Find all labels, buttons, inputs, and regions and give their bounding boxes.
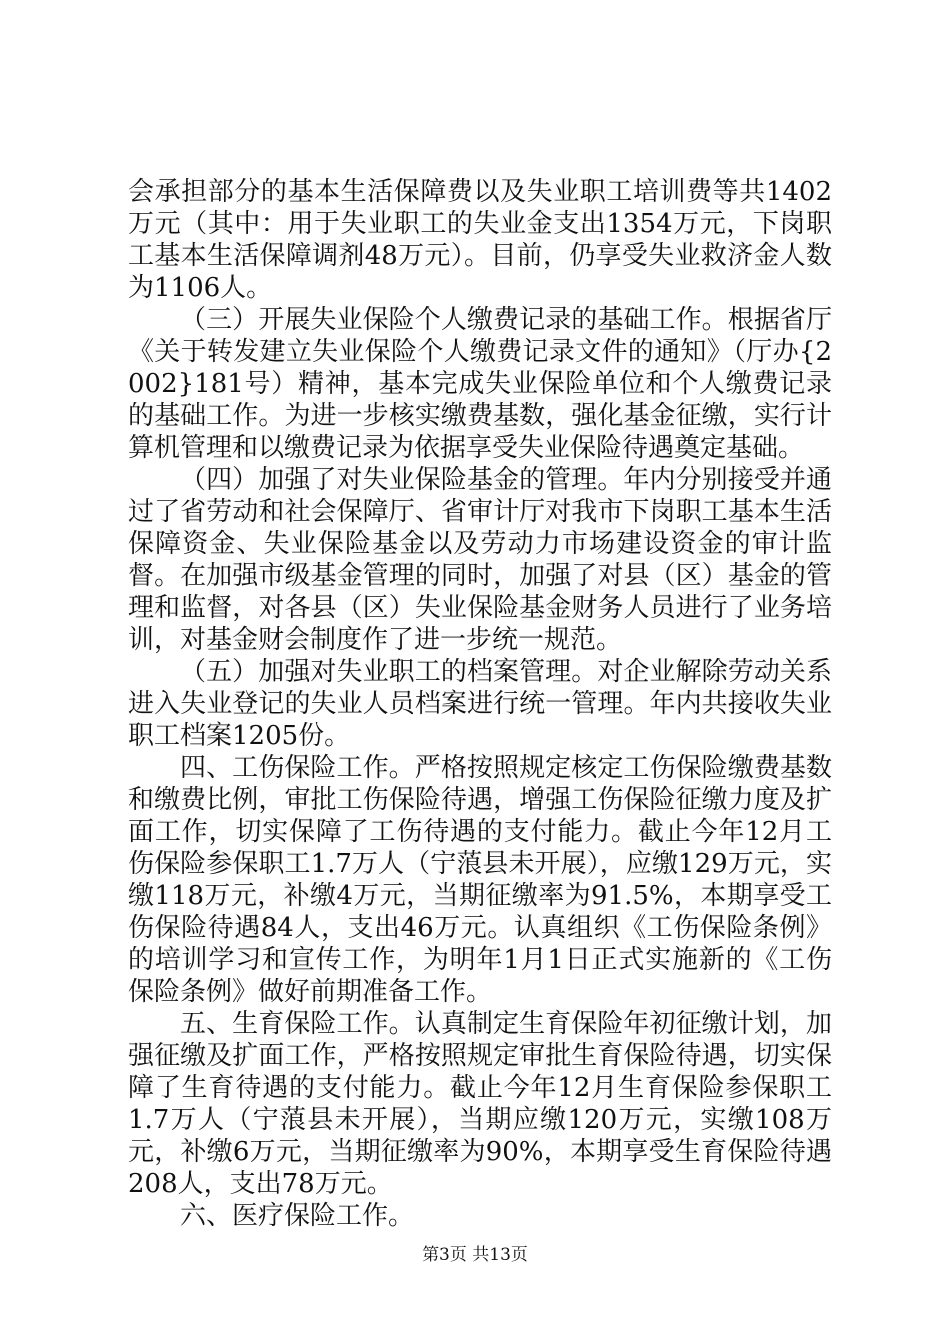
page-footer: 第3页 共13页 [422, 1245, 528, 1265]
document-body [128, 176, 832, 1232]
paragraph-continuation: 会承担部分的基本生活保障费以及失业职工培训费等共1402万元（其中：用于失业职工的失业金支出1354万元，下岗职工基本生活保障调剂48万元）。目前，仍享受失业救济金人数为1106人。 [128, 177, 832, 303]
paragraph-work-injury-insurance: 四、工伤保险工作。严格按照规定核定工伤保险缴费基数和缴费比例，审批工伤保险待遇，增强工伤保险征缴力度及扩面工作，切实保障了工伤待遇的支付能力。截止今年12月工伤保险参保职工1.7万人（宁蒗县未开展），应缴129万元，实缴118万元，补缴4万元，当期征缴率为91.5%，本期享受工伤保险待遇84人，支出46万元。认真组织《工伤保险条例》的培训学习和宣传工作，为明年1月1日正式实施新的《工伤保险条例》做好前期准备工作。 [128, 753, 832, 1007]
paragraph-section-4: （四）加强了对失业保险基金的管理。年内分别接受并通过了省劳动和社会保障厅、省审计厅对我市下岗职工基本生活保障资金、失业保险基金以及劳动力市场建设资金的审计监督。在加强市级基金管理的同时，加强了对县（区）基金的管理和监督，对各县（区）失业保险基金财务人员进行了业务培训，对基金财会制度作了进一步统一规范。 [128, 465, 832, 655]
paragraph-section-3: （三）开展失业保险个人缴费记录的基础工作。根据省厅《关于转发建立失业保险个人缴费记录文件的通知》（厅办{2002}181号）精神，基本完成失业保险单位和个人缴费记录的基础工作。为进一步核实缴费基数，强化基金征缴，实行计算机管理和以缴费记录为依据享受失业保险待遇奠定基础。 [128, 305, 832, 463]
paragraph-maternity-insurance: 五、生育保险工作。认真制定生育保险年初征缴计划，加强征缴及扩面工作，严格按照规定审批生育保险待遇，切实保障了生育待遇的支付能力。截止今年12月生育保险参保职工1.7万人（宁蒗县未开展），当期应缴120万元，实缴108万元，补缴6万元，当期征缴率为90%，本期享受生育保险待遇208人，支出78万元。 [128, 1009, 832, 1199]
paragraph-medical-insurance: 六、医疗保险工作。 [180, 1201, 415, 1231]
paragraph-section-5: （五）加强对失业职工的档案管理。对企业解除劳动关系进入失业登记的失业人员档案进行统一管理。年内共接收失业职工档案1205份。 [128, 657, 832, 751]
